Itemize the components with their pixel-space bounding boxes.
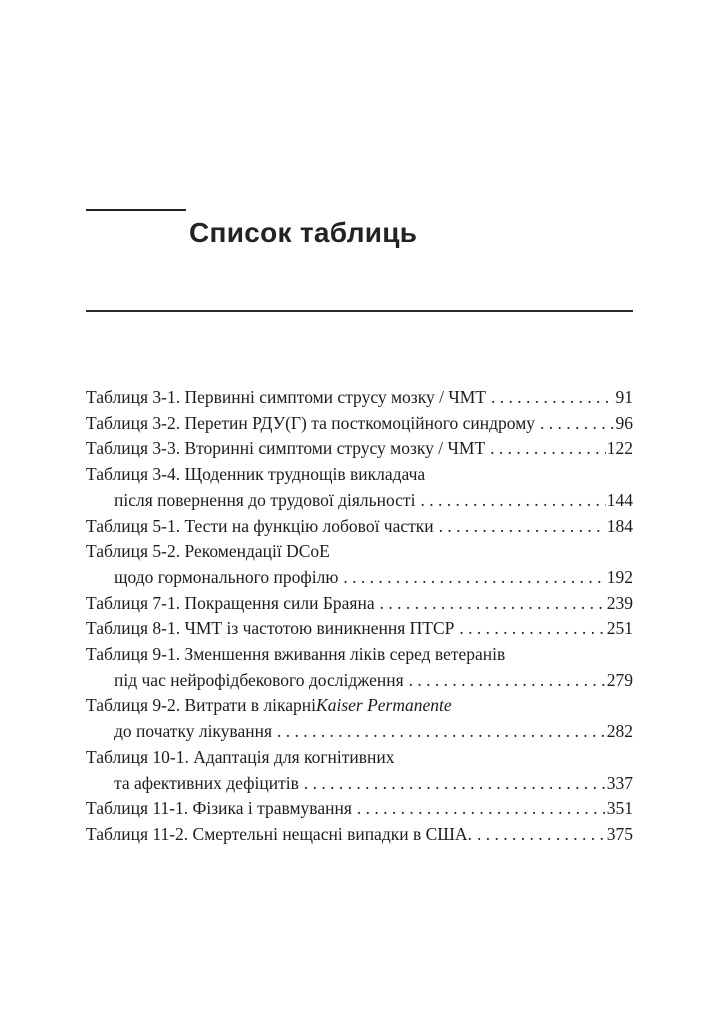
entry-text: до початку лікування: [114, 721, 273, 742]
entry-text: Таблиця 9-2. Витрати в лікарні: [86, 695, 317, 716]
toc-entry: [86, 411, 633, 437]
toc-entry-line-continuation: [86, 668, 633, 694]
dot-leader: [357, 796, 606, 822]
toc-entry-line-continuation: [86, 719, 633, 745]
toc-entry: [86, 745, 633, 796]
entry-text: Таблиця 5-1. Тести на функцію лобової частки: [86, 515, 434, 536]
entry-text: Таблиця 3-4. Щоденник труднощів викладача: [86, 464, 426, 485]
toc-entry: [86, 822, 633, 848]
toc-entry: [86, 693, 633, 744]
dot-leader: [409, 668, 606, 694]
entry-page-number: 337: [606, 772, 633, 793]
toc-entry-line-continuation: [86, 771, 633, 797]
toc-entry: [86, 385, 633, 411]
entry-page-number: 279: [606, 669, 633, 690]
dot-leader: [477, 822, 606, 848]
entry-text: Таблиця 3-1. Первинні симптоми струсу мозку / ЧМТ: [86, 387, 486, 407]
dot-leader: [277, 719, 606, 745]
toc-entry-line: [86, 514, 633, 540]
dot-leader: [490, 436, 606, 462]
toc-entry-line: [86, 745, 633, 771]
entry-page-number: 184: [606, 515, 633, 536]
dot-leader: [491, 385, 615, 411]
toc-entry-line: [86, 591, 633, 617]
page-title: Список таблиць: [189, 217, 418, 248]
entry-page-number: 251: [606, 618, 633, 639]
entry-text: Таблиця 8-1. ЧМТ із частотою виникнення ПТСР: [86, 618, 455, 639]
toc-entry: [86, 539, 633, 590]
entry-page-number: 122: [606, 438, 633, 459]
entry-page-number: 239: [606, 592, 633, 613]
toc-entry: [86, 462, 633, 513]
toc-entry: [86, 642, 633, 693]
entry-text: та афективних дефіцитів: [114, 772, 299, 793]
toc-entry-line: [86, 642, 633, 668]
dot-leader: [540, 411, 614, 437]
entry-text-italic: Kaiser Permanente: [316, 695, 452, 716]
entry-text: Таблиця 3-3. Вторинні симптоми струсу мозку / ЧМТ: [86, 438, 486, 459]
entry-text: Таблиця 3-2. Перетин РДУ(Г) та посткомоційного синдрому: [86, 412, 536, 433]
toc-entry-line: [86, 411, 633, 437]
toc-entry-line: [86, 822, 633, 848]
toc-entry-line: [86, 616, 633, 642]
entry-page-number: 375: [606, 823, 633, 844]
toc-entry-line: [86, 385, 633, 411]
dot-leader: [439, 514, 606, 540]
entry-text: під час нейрофідбекового дослідження: [114, 669, 404, 690]
toc-entry-line: [86, 693, 633, 719]
entry-text: Таблиця 5-2. Рекомендації DCoE: [86, 541, 330, 562]
entry-page-number: 144: [606, 489, 633, 510]
entry-text: щодо гормонального профілю: [114, 566, 339, 587]
title-accent-rule: [86, 209, 186, 211]
entry-page-number: 91: [615, 387, 633, 407]
toc-entry-line: [86, 539, 633, 565]
toc-entry-line: [86, 462, 633, 488]
entry-page-number: 192: [606, 566, 633, 587]
toc-entry: [86, 436, 633, 462]
dot-leader: [420, 488, 605, 514]
entry-text: Таблиця 7-1. Покращення сили Браяна: [86, 592, 375, 613]
entry-page-number: 282: [606, 721, 633, 742]
dot-leader: [343, 565, 605, 591]
table-of-tables-list: [86, 385, 633, 848]
entry-text: Таблиця 11-2. Смертельні нещасні випадки в США.: [86, 823, 472, 844]
dot-leader: [304, 771, 606, 797]
toc-entry: [86, 616, 633, 642]
toc-entry-line-continuation: [86, 565, 633, 591]
entry-text: Таблиця 11-1. Фізика і травмування: [86, 798, 352, 819]
toc-entry: [86, 796, 633, 822]
entry-page-number: 351: [606, 798, 633, 819]
toc-entry: [86, 514, 633, 540]
entry-text: Таблиця 9-1. Зменшення вживання ліків серед ветеранів: [86, 644, 506, 665]
dot-leader: [459, 616, 605, 642]
toc-entry: [86, 591, 633, 617]
entry-text: Таблиця 10-1. Адаптація для когнітивних: [86, 746, 395, 767]
entry-text: після повернення до трудової діяльності: [114, 489, 416, 510]
divider-rule: [86, 310, 633, 312]
entry-page-number: 96: [615, 412, 633, 433]
toc-entry-line-continuation: [86, 488, 633, 514]
toc-entry-line: [86, 796, 633, 822]
dot-leader: [380, 591, 606, 617]
toc-entry-line: [86, 436, 633, 462]
